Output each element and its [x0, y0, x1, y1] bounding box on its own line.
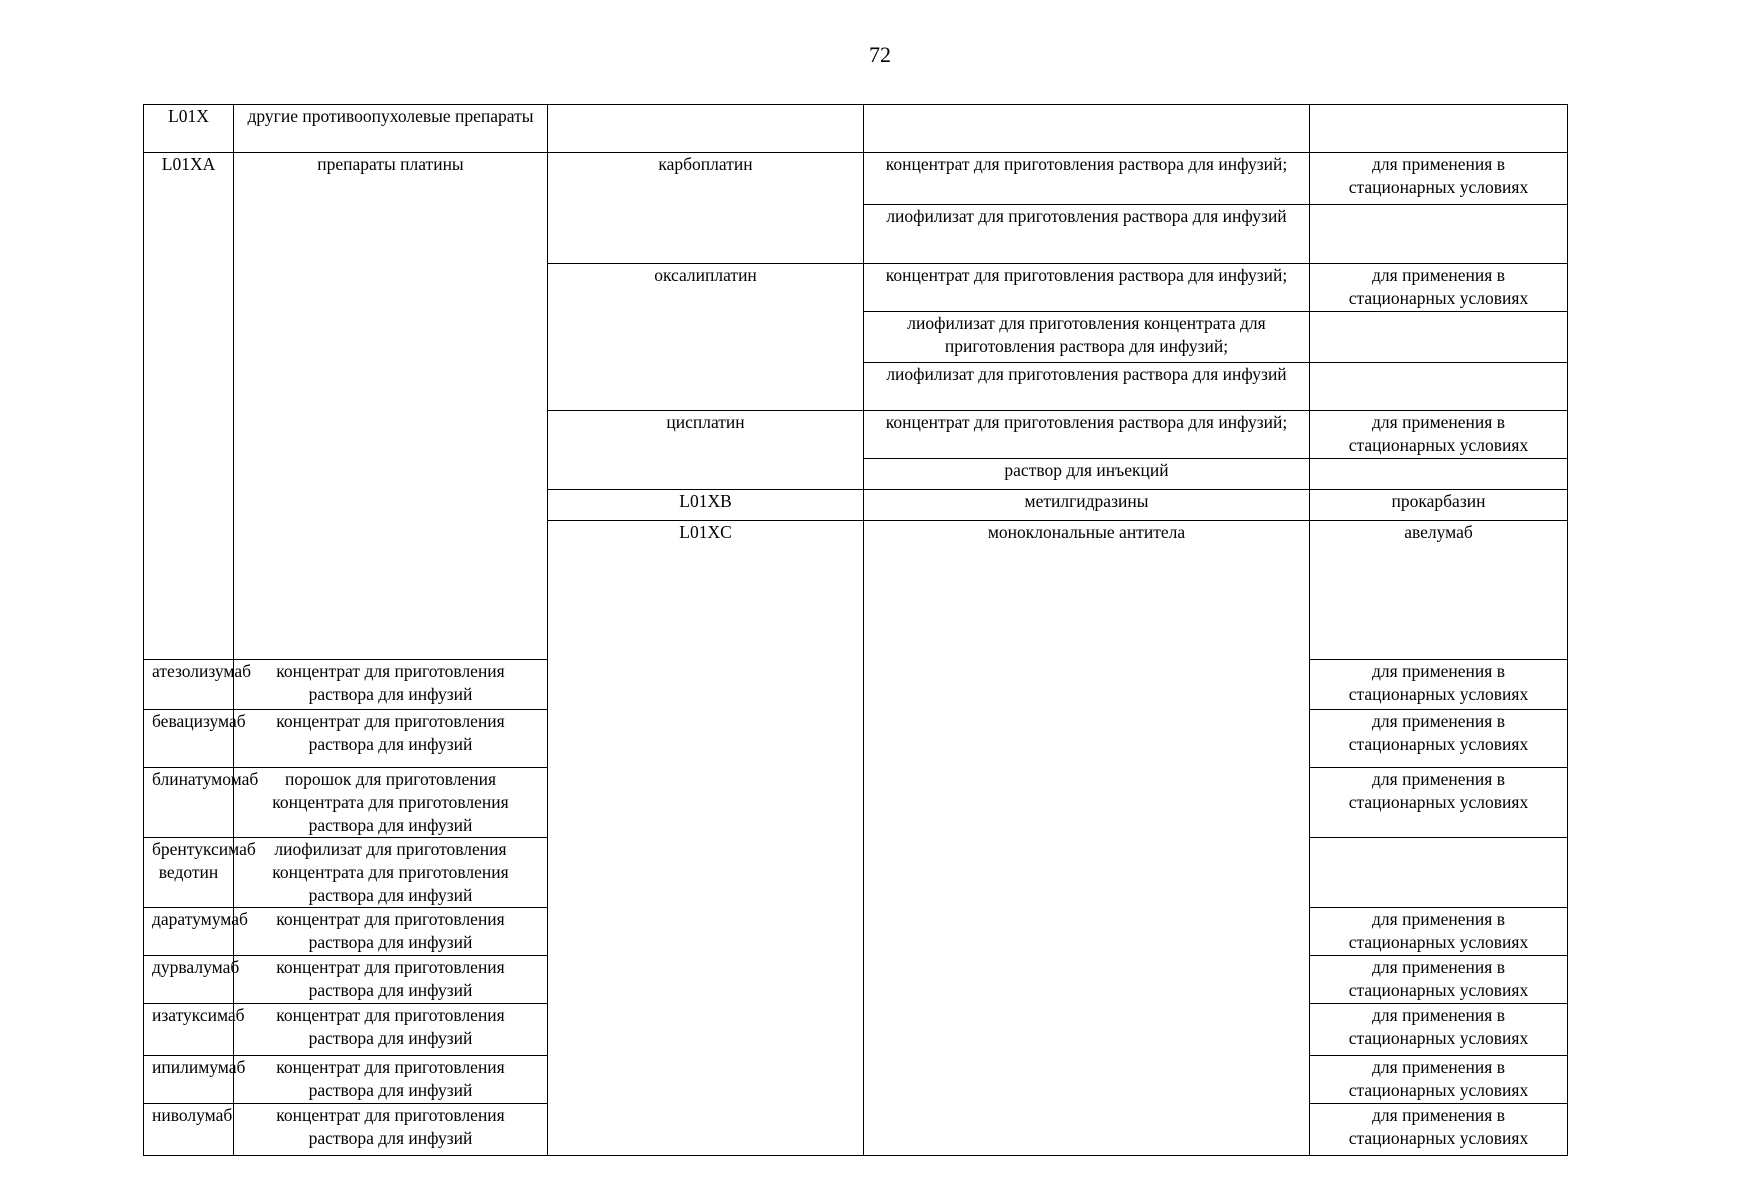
dosage-form-cell: концентрат для приготовления раствора для инфузий; — [864, 411, 1310, 459]
dosage-form-cell: лиофилизат для приготовления концентрата для приготовления раствора для инфузий; — [864, 312, 1310, 363]
note-cell: для применения в стационарных условиях — [1310, 1056, 1568, 1104]
atc-group-cell: моноклональные антитела — [864, 521, 1310, 1156]
drug-name-cell: ипилимумаб — [144, 1056, 234, 1104]
note-cell — [1310, 105, 1568, 153]
dosage-form-cell: лиофилизат для приготовления концентрата для приготовления раствора для инфузий — [234, 838, 548, 908]
dosage-form-cell — [864, 105, 1310, 153]
atc-group-cell: метилгидразины — [864, 490, 1310, 521]
drug-name-cell: брентуксимаб ведотин — [144, 838, 234, 908]
drug-table — [143, 104, 1568, 1156]
drug-name-cell: блинатумомаб — [144, 768, 234, 838]
note-cell: для применения в стационарных условиях — [1310, 956, 1568, 1004]
atc-code-cell: L01XC — [548, 521, 864, 1156]
note-cell — [1310, 838, 1568, 908]
note-cell: для применения в стационарных условиях — [1310, 264, 1568, 312]
dosage-form-cell: концентрат для приготовления раствора для инфузий — [234, 1056, 548, 1104]
drug-name-cell: авелумаб — [1310, 521, 1568, 660]
page-number: 72 — [869, 42, 891, 67]
drug-name-cell: прокарбазин — [1310, 490, 1568, 521]
dosage-form-cell: концентрат для приготовления раствора для инфузий; — [864, 153, 1310, 205]
note-cell — [1310, 459, 1568, 490]
atc-group-cell: другие противоопухолевые препараты — [234, 105, 548, 153]
drug-name-cell: ниволумаб — [144, 1104, 234, 1156]
drug-name-cell: атезолизумаб — [144, 660, 234, 710]
dosage-form-cell: лиофилизат для приготовления раствора для инфузий — [864, 205, 1310, 264]
dosage-form-cell: раствор для инъекций — [864, 459, 1310, 490]
note-cell — [1310, 205, 1568, 264]
note-cell — [1310, 312, 1568, 363]
table-body — [144, 105, 1568, 1156]
note-cell: для применения в стационарных условиях — [1310, 411, 1568, 459]
note-cell: для применения в стационарных условиях — [1310, 710, 1568, 768]
atc-code-cell: L01XA — [144, 153, 234, 660]
table-row — [144, 105, 1568, 153]
dosage-form-cell: лиофилизат для приготовления раствора для инфузий — [864, 363, 1310, 411]
note-cell: для применения в стационарных условиях — [1310, 1004, 1568, 1056]
drug-name-cell: даратумумаб — [144, 908, 234, 956]
drug-name-cell: бевацизумаб — [144, 710, 234, 768]
drug-name-cell: цисплатин — [548, 411, 864, 490]
dosage-form-cell: концентрат для приготовления раствора для инфузий — [234, 660, 548, 710]
dosage-form-cell: концентрат для приготовления раствора для инфузий — [234, 908, 548, 956]
drug-name-cell: карбоплатин — [548, 153, 864, 264]
note-cell: для применения в стационарных условиях — [1310, 1104, 1568, 1156]
note-cell: для применения в стационарных условиях — [1310, 153, 1568, 205]
table-row — [144, 153, 1568, 205]
dosage-form-cell: концентрат для приготовления раствора для инфузий — [234, 1104, 548, 1156]
dosage-form-cell: концентрат для приготовления раствора для инфузий — [234, 956, 548, 1004]
drug-name-cell: дурвалумаб — [144, 956, 234, 1004]
note-cell: для применения в стационарных условиях — [1310, 768, 1568, 838]
atc-code-cell: L01X — [144, 105, 234, 153]
drug-name-cell: изатуксимаб — [144, 1004, 234, 1056]
atc-group-cell: препараты платины — [234, 153, 548, 660]
note-cell — [1310, 363, 1568, 411]
dosage-form-cell: порошок для приготовления концентрата для приготовления раствора для инфузий — [234, 768, 548, 838]
dosage-form-cell: концентрат для приготовления раствора для инфузий — [234, 710, 548, 768]
dosage-form-cell: концентрат для приготовления раствора для инфузий — [234, 1004, 548, 1056]
note-cell: для применения в стационарных условиях — [1310, 908, 1568, 956]
drug-name-cell: оксалиплатин — [548, 264, 864, 411]
dosage-form-cell: концентрат для приготовления раствора для инфузий; — [864, 264, 1310, 312]
atc-code-cell: L01XB — [548, 490, 864, 521]
note-cell: для применения в стационарных условиях — [1310, 660, 1568, 710]
drug-name-cell — [548, 105, 864, 153]
